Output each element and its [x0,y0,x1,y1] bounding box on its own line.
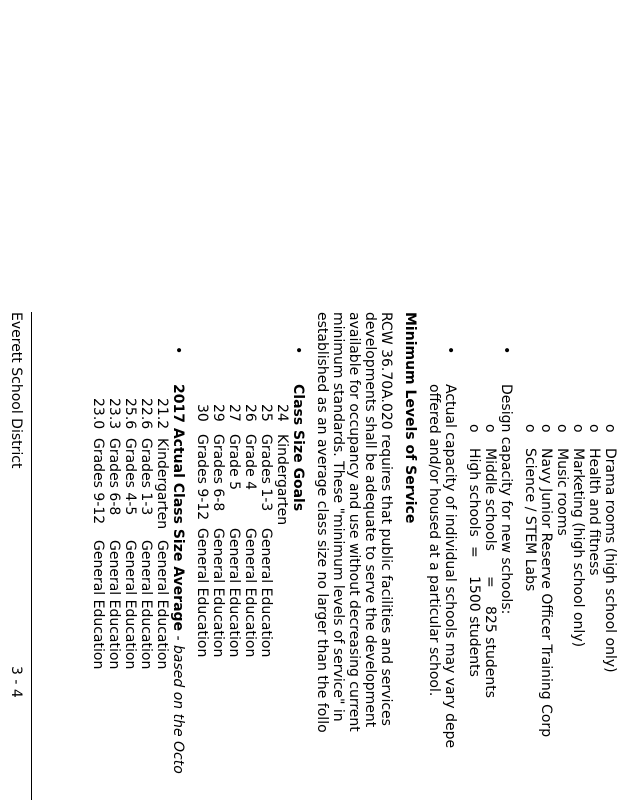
actual-class-size-heading: 2017 Actual Class Size Average - based on the Octo [170,384,186,774]
footer-left: Everett School District [8,312,24,469]
paragraph-line: developments shall be adequate to serve the development [362,312,378,728]
actual-capacity-line: Actual capacity of individual schools may vary depe [442,384,458,749]
bullet: • [170,346,186,355]
paragraph-line: RCW 36.70A.020 requires that public facilities and services [378,312,394,726]
rotated-page: o Drama rooms (high school only) o Health and fitness o Marketing (high school only) o Music rooms o Navy Junior Reserve Officer Training Corp o Science / STEM Labs • Design capacity for new schools: o Middle schools = 825 students o High schools = 1500 students • Actual capacity of individual schools may vary depe offered and/or housed at a particular school. Minimum Levels of Service RCW 36.70A.020 requires that public facilities and services developments shall be adequate to serve the development available for occupancy and use without decreasing current minimum standards. These "minimum levels of service" in established as an average class size no larger than the follo • Class Size Goals 24 Kindergarten 25 Grades 1-3 General Education 26 Grade 4 General Education 27 Grade 5 General Education 29 Grades 6-8 General Education 30 Grades 9-12 General Education • 2017 Actual Class Size Average - based on the Octo 21.2 Kindergarten General Education 22.6 Grades 1-3 General Education 25.6 Grades 4-5 General Education 23.3 Grades 6-8 General Education 23.0 Grades 9-12 General Education Everett School District 3 - 4 [0,0,618,800]
footer-right: 3 - 4 [8,666,24,698]
bullet: • [290,346,306,355]
paragraph-line: minimum standards. These "minimum levels of service" in [330,312,346,722]
bullet: • [498,346,514,355]
paragraph-line: established as an average class size no larger than the follo [314,312,330,733]
section-heading: Minimum Levels of Service [402,312,418,524]
bullet: • [442,346,458,355]
paragraph-line: available for occupancy and use without decreasing current [346,312,362,732]
footer-rule [31,312,32,800]
design-capacity-heading: Design capacity for new schools: [498,384,514,615]
class-size-goals-heading: Class Size Goals [290,384,306,512]
actual-capacity-line: offered and/or housed at a particular school. [426,384,442,697]
